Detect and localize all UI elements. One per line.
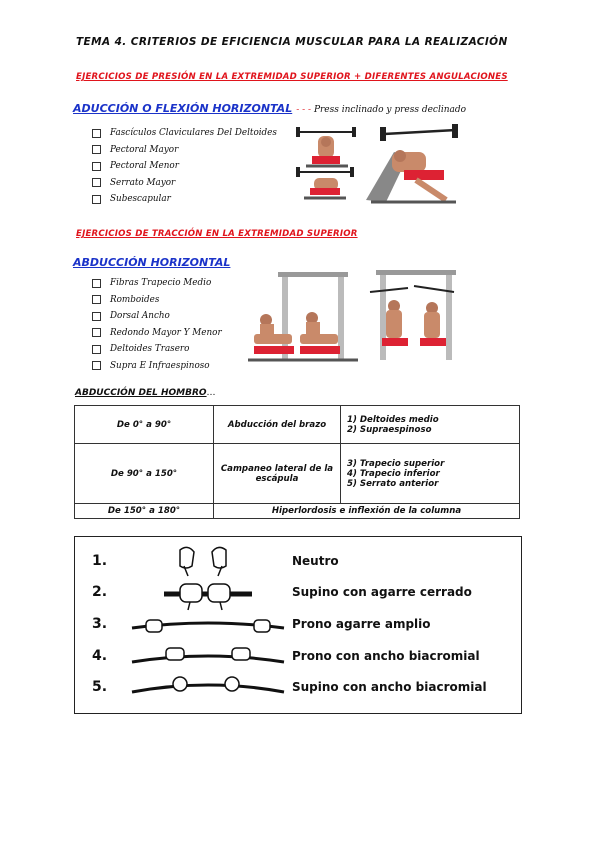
checkbox-icon[interactable] (92, 312, 101, 321)
supine-biacromial-grip-icon (132, 677, 284, 692)
checkbox-icon[interactable] (92, 295, 101, 304)
grip-row: 3. (92, 616, 108, 632)
table-cell-action: Hiperlordosis e inflexión de la columna (214, 504, 520, 519)
lat-pulldown-machine (370, 270, 456, 360)
checkbox-icon[interactable] (92, 129, 101, 138)
checkbox-icon[interactable] (92, 279, 101, 288)
list-item: Redondo Mayor Y Menor (92, 325, 222, 342)
grip-row: 2. (92, 584, 108, 600)
push-subheading-row (73, 102, 466, 115)
grip-label-prone-wide: Prono agarre amplio (292, 617, 431, 631)
list-item: Fascículos Claviculares Del Deltoides (92, 125, 277, 142)
list-item: Romboides (92, 292, 222, 309)
grip-row: 5. (92, 679, 108, 695)
table-row (75, 406, 520, 444)
table-cell-action: Campaneo lateral de la escápula (214, 444, 341, 504)
pull-muscle-list (92, 275, 222, 374)
grip-label-prone-biacromial: Prono con ancho biacromial (292, 649, 480, 663)
grip-label-neutral: Neutro (292, 554, 339, 568)
checkbox-icon[interactable] (92, 361, 101, 370)
bench-press-illustration (296, 122, 462, 204)
table-cell-muscles: 1) Deltoides medio 2) Supraespinoso (341, 406, 520, 444)
table-row (75, 444, 520, 504)
table-cell-range: De 0° a 90° (75, 406, 214, 444)
pull-subheading: ABDUCCIÓN HORIZONTAL (73, 256, 231, 269)
table-cell-range: De 90° a 150° (75, 444, 214, 504)
seated-row-machine (248, 272, 358, 360)
flat-press-figure (366, 124, 458, 202)
list-item: Dorsal Ancho (92, 308, 222, 325)
checkbox-icon[interactable] (92, 178, 101, 187)
checkbox-icon[interactable] (92, 345, 101, 354)
list-item: Deltoides Trasero (92, 341, 222, 358)
grip-label-supine-biacromial: Supino con ancho biacromial (292, 680, 487, 694)
abduction-table (74, 405, 520, 519)
supine-close-grip-icon (164, 584, 252, 610)
table-cell-action: Abducción del brazo (214, 406, 341, 444)
abduction-heading-row (75, 388, 216, 398)
table-row (75, 504, 520, 519)
prone-wide-grip-icon (132, 620, 284, 632)
list-item: Subescapular (92, 191, 277, 208)
grip-label-supine-close: Supino con agarre cerrado (292, 585, 472, 599)
incline-press-figure (296, 127, 356, 166)
neutral-grip-icon (180, 547, 226, 576)
list-item: Pectoral Menor (92, 158, 277, 175)
abduction-heading: ABDUCCIÓN DEL HOMBRO (75, 388, 207, 398)
grip-row: 1. (92, 553, 108, 569)
push-note: - - - Press inclinado y press declinado (296, 105, 467, 115)
push-section-heading: EJERCICIOS DE PRESIÓN EN LA EXTREMIDAD SUPERIOR + DIFERENTES ANGULACIONES (76, 72, 508, 82)
list-item: Pectoral Mayor (92, 142, 277, 159)
checkbox-icon[interactable] (92, 162, 101, 171)
page-title: TEMA 4. CRITERIOS DE EFICIENCIA MUSCULAR PARA LA REALIZACIÓN (76, 36, 508, 48)
grip-illustrations (128, 544, 288, 706)
prone-biacromial-grip-icon (132, 648, 284, 662)
table-cell-muscles: 3) Trapecio superior 4) Trapecio inferior 5) Serrato anterior (341, 444, 520, 504)
decline-press-figure (296, 167, 354, 198)
push-subheading: ADUCCIÓN O FLEXIÓN HORIZONTAL (73, 102, 293, 115)
cable-row-illustration (248, 270, 460, 370)
pull-section-heading: EJERCICIOS DE TRACCIÓN EN LA EXTREMIDAD SUPERIOR (76, 229, 358, 239)
list-item: Fibras Trapecio Medio (92, 275, 222, 292)
abduction-ellipsis: … (206, 388, 216, 398)
checkbox-icon[interactable] (92, 145, 101, 154)
push-muscle-list (92, 125, 277, 208)
checkbox-icon[interactable] (92, 195, 101, 204)
list-item: Serrato Mayor (92, 175, 277, 192)
checkbox-icon[interactable] (92, 328, 101, 337)
table-cell-range: De 150° a 180° (75, 504, 214, 519)
list-item: Supra E Infraespinoso (92, 358, 222, 375)
grip-row: 4. (92, 648, 108, 664)
